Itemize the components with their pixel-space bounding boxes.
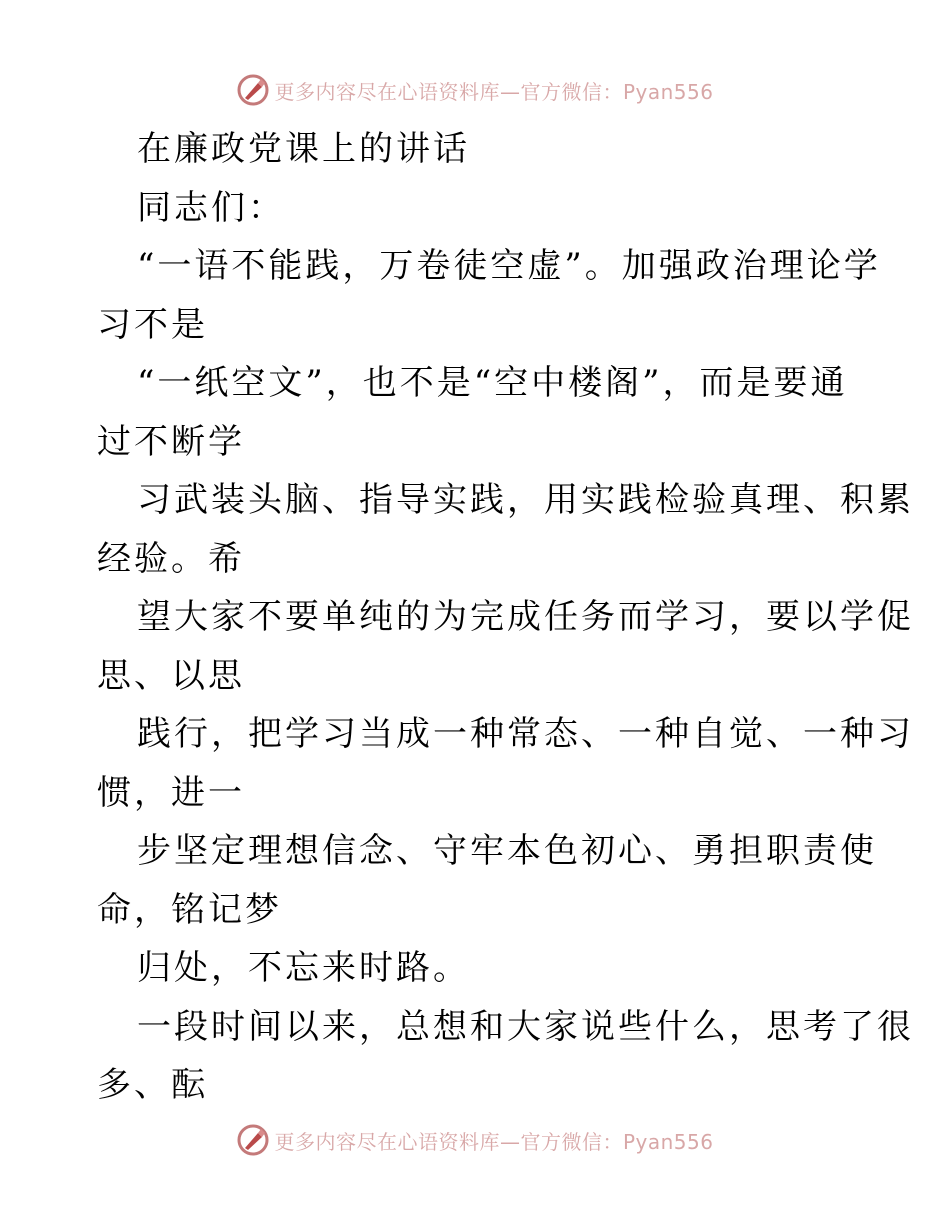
text-line: 习不是 — [97, 304, 208, 345]
text-line: 惯，进一 — [97, 772, 245, 813]
text-line: 多、酝 — [97, 1065, 208, 1105]
document-body — [97, 120, 914, 1115]
text-line: 经验。希 — [97, 538, 245, 579]
pen-nib-logo-icon — [236, 73, 270, 107]
text-line: 步坚定理想信念、守牢本色初心、勇担职责使 — [137, 831, 877, 871]
text-line: 命，铭记梦 — [97, 889, 282, 930]
text-line: 过不断学 — [97, 421, 245, 462]
pen-nib-logo-icon — [236, 1123, 270, 1157]
text-line: 习武装头脑、指导实践，用实践检验真理、积累 — [137, 480, 914, 520]
text-line: 望大家不要单纯的为完成任务而学习，要以学促 — [137, 597, 914, 637]
watermark-header — [0, 70, 950, 110]
text-line: “一纸空文”，也不是“空中楼阁”，而是要通 — [137, 363, 848, 403]
text-line: 践行，把学习当成一种常态、一种自觉、一种习 — [137, 714, 914, 754]
text-line: 归处，不忘来时路。 — [137, 948, 470, 988]
watermark-text: 更多内容尽在心语资料库—官方微信：Pyan556 — [274, 1129, 714, 1154]
watermark-text: 更多内容尽在心语资料库—官方微信：Pyan556 — [274, 79, 714, 104]
text-line: 同志们： — [137, 187, 285, 228]
text-line: “一语不能践，万卷徒空虚”。加强政治理论学 — [137, 246, 881, 286]
text-line: 一段时间以来，总想和大家说些什么，思考了很 — [137, 1006, 914, 1047]
watermark-footer — [0, 1120, 950, 1160]
document-title: 在廉政党课上的讲话 — [137, 129, 470, 169]
text-line: 思、以思 — [97, 655, 245, 696]
